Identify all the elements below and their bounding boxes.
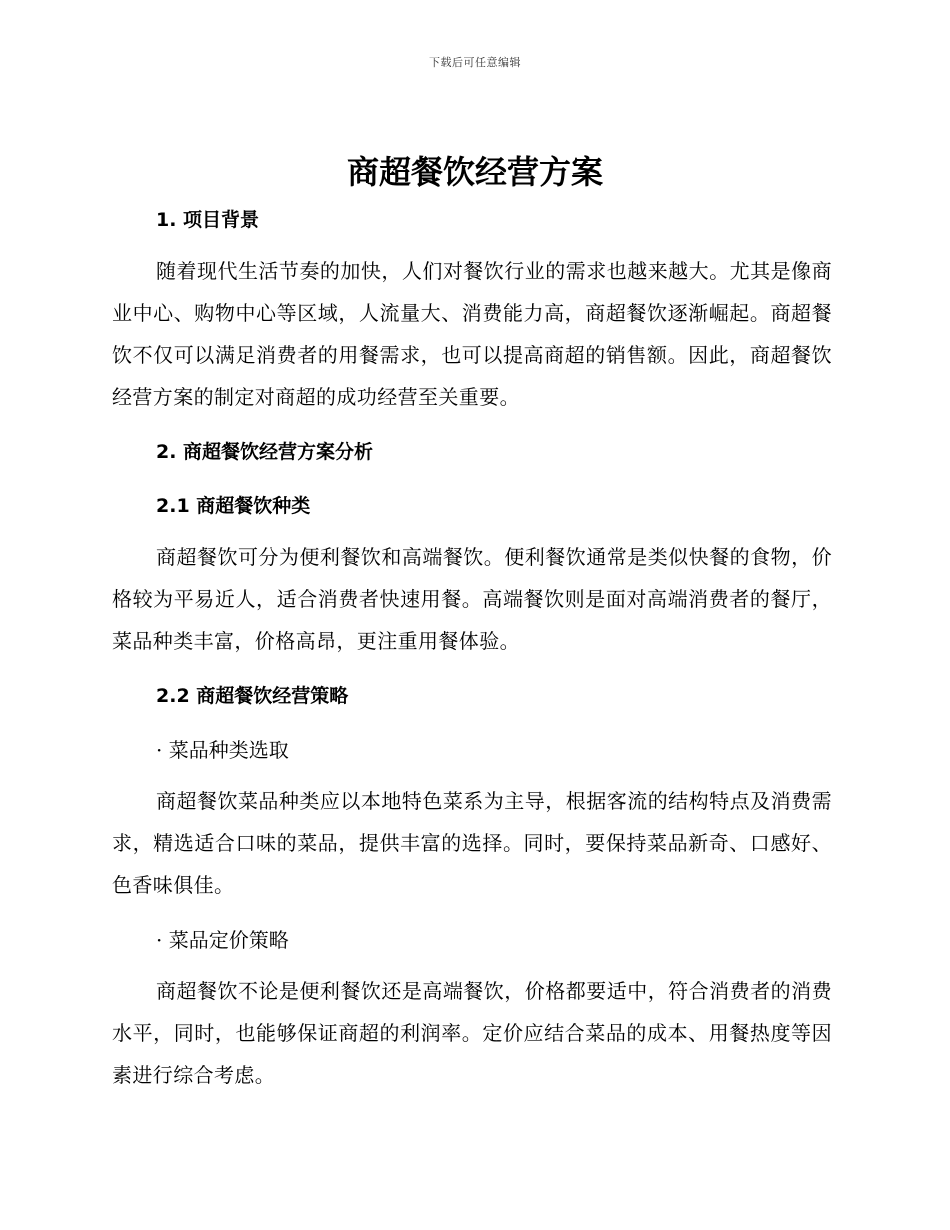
subsection-heading-strategy: 2.2 商超餐饮经营策略 <box>156 685 349 707</box>
subsection-heading-types: 2.1 商超餐饮种类 <box>156 495 311 517</box>
paragraph-pricing: 商超餐饮不论是便利餐饮还是高端餐饮，价格都要适中，符合消费者的消费水平，同时，也能够保证商超的利润率。定价应结合菜品的成本、用餐热度等因素进行综合考虑。 <box>112 979 832 1087</box>
paragraph-dish-selection: 商超餐饮菜品种类应以本地特色菜系为主导，根据客流的结构特点及消费需求，精选适合口味的菜品，提供丰富的选择。同时，要保持菜品新奇、口感好、色香味俱佳。 <box>112 789 832 897</box>
page-header: 下载后可任意编辑 <box>429 56 521 69</box>
document-title: 商超餐饮经营方案 <box>346 153 603 191</box>
paragraph-background: 随着现代生活节奏的加快，人们对餐饮行业的需求也越来越大。尤其是像商业中心、购物中心等区域，人流量大、消费能力高，商超餐饮逐渐崛起。商超餐饮不仅可以满足消费者的用餐需求，也可以提高商超的销售额。因此，商超餐饮经营方案的制定对商超的成功经营至关重要。 <box>112 259 832 409</box>
document-body <box>112 200 832 1096</box>
bullet-pricing: · 菜品定价策略 <box>156 928 289 952</box>
bullet-dish-selection: · 菜品种类选取 <box>156 738 289 762</box>
paragraph-types: 商超餐饮可分为便利餐饮和高端餐饮。便利餐饮通常是类似快餐的食物，价格较为平易近人，适合消费者快速用餐。高端餐饮则是面对高端消费者的餐厅，菜品种类丰富，价格高昂，更注重用餐体验。 <box>112 545 832 653</box>
section-heading-analysis: 2. 商超餐饮经营方案分析 <box>156 441 374 463</box>
section-heading-background: 1. 项目背景 <box>156 209 260 231</box>
